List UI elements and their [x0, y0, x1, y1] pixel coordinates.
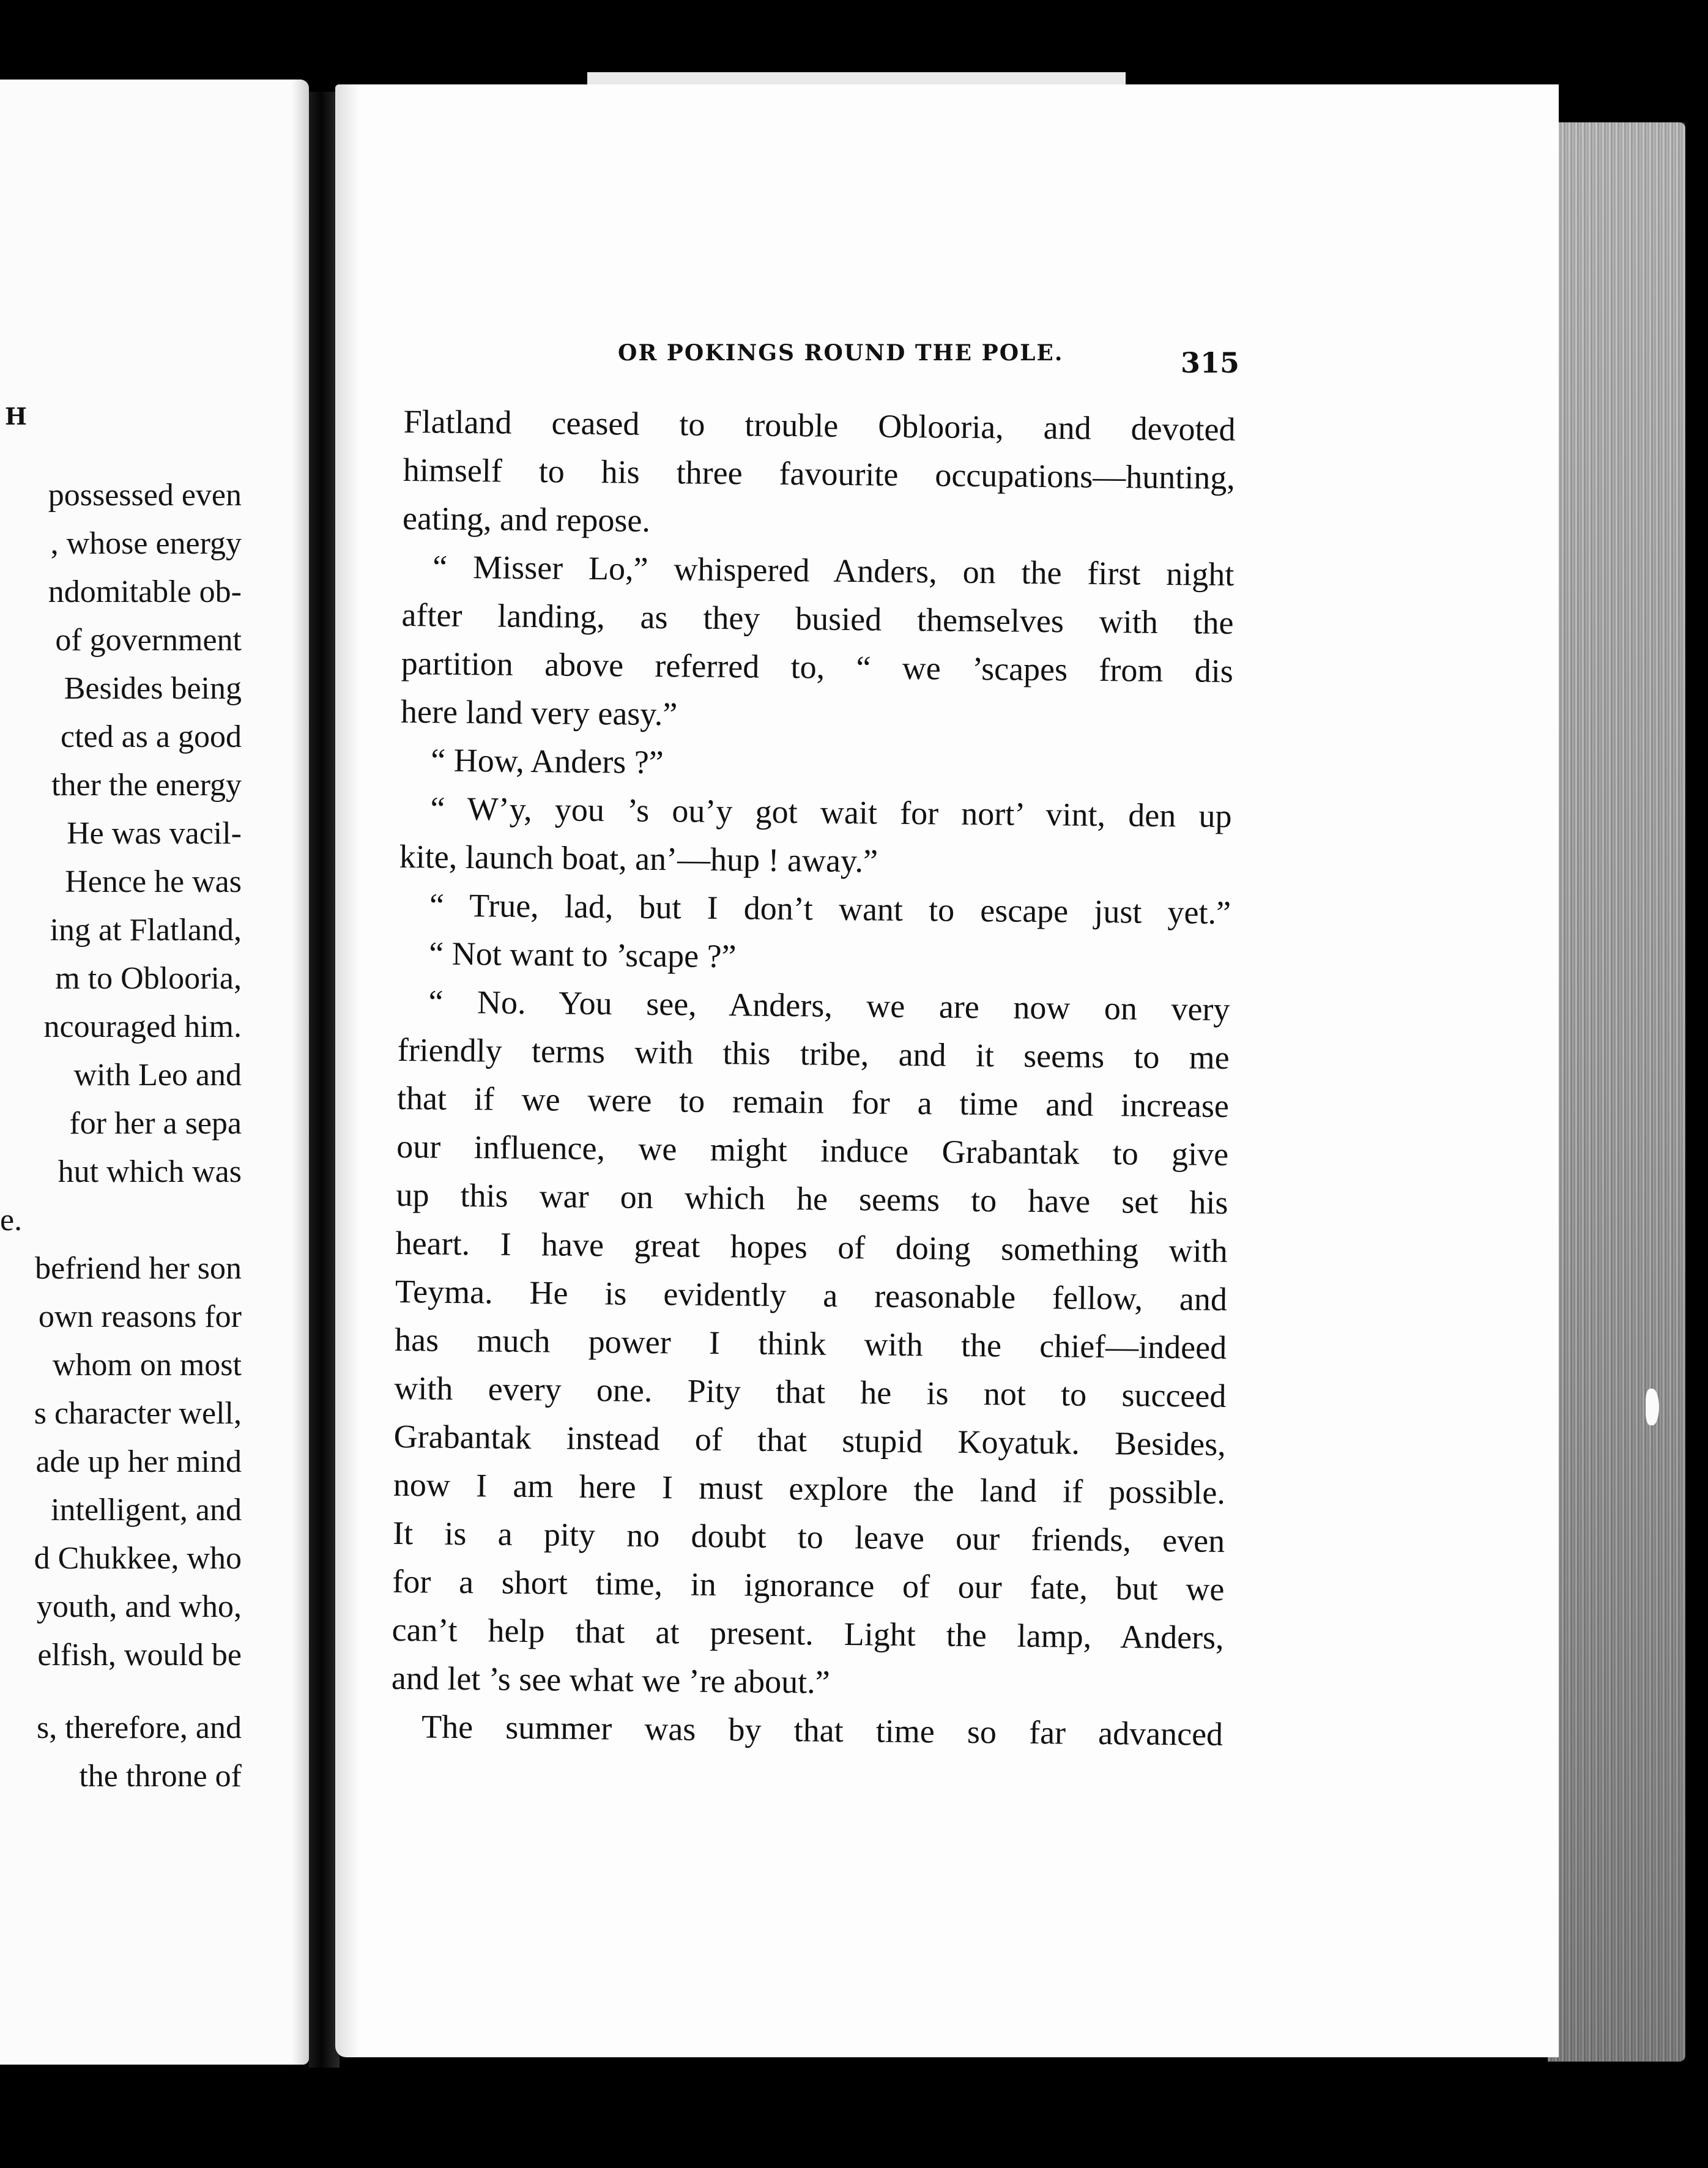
text-line: “ W’y, you ’s ou’y got wait for nort’ vint, den up: [430, 790, 1232, 835]
text-line: here land very easy.”: [400, 692, 678, 733]
text-line: kite, launch boat, an’—hup ! away.”: [399, 837, 878, 880]
edges-shading: [1548, 122, 1685, 2062]
text-line: “ Misser Lo,” whispered Anders, on the first night: [433, 548, 1235, 593]
left-line: d Chukkee, who: [34, 1541, 242, 1576]
text-line: our influence, we might induce Grabantak to give: [396, 1127, 1229, 1173]
left-line: s character well,: [34, 1396, 242, 1431]
left-page: [0, 80, 309, 2065]
left-line: cted as a good: [60, 719, 242, 754]
left-line: ncouraged him.: [43, 1009, 242, 1044]
text-line: It is a pity no doubt to leave our friends, even: [392, 1514, 1225, 1559]
left-line: , whose energy: [50, 526, 242, 561]
left-line: the throne of: [79, 1759, 242, 1794]
text-line: Grabantak instead of that stupid Koyatuk. Besides,: [393, 1417, 1226, 1463]
running-head: OR POKINGS ROUND THE POLE.: [618, 340, 1064, 366]
text-line: can’t help that at present. Light the lamp, Anders,: [392, 1611, 1224, 1656]
left-line: elfish, would be: [37, 1638, 242, 1672]
left-line: ndomitable ob-: [48, 574, 242, 609]
text-line: has much power I think with the chief—indeed: [394, 1321, 1227, 1366]
gutter-shadow: [292, 80, 309, 2065]
text-line: with every one. Pity that he is not to succeed: [394, 1369, 1227, 1414]
text-line: “ No. You see, Anders, we are now on very: [428, 983, 1230, 1028]
left-line: for her a sepa: [69, 1106, 242, 1141]
text-line: after landing, as they busied themselves with the: [401, 596, 1234, 642]
left-line: possessed even: [48, 478, 242, 513]
text-line: for a short time, in ignorance of our fate, but we: [392, 1562, 1225, 1608]
text-line: himself to his three favourite occupations—hunting,: [403, 451, 1236, 497]
left-line: ther the energy: [51, 768, 242, 803]
page-number: 315: [1181, 346, 1240, 379]
left-line: of government: [55, 623, 242, 658]
text-line: “ How, Anders ?”: [431, 741, 664, 781]
left-line: befriend her son: [35, 1251, 242, 1286]
text-line: and let ’s see what we ’re about.”: [391, 1659, 830, 1701]
text-line: Flatland ceased to trouble Oblooria, and devoted: [403, 403, 1236, 448]
text-line: The summer was by that time so far advanced: [421, 1708, 1223, 1753]
left-line: intelligent, and: [51, 1493, 242, 1528]
left-line: e.: [0, 1203, 23, 1238]
page-edges-stack: [1548, 122, 1685, 2062]
left-line: ade up her mind: [35, 1444, 242, 1479]
left-line: with Leo and: [73, 1058, 242, 1093]
left-line: Besides being: [64, 671, 242, 706]
left-line: ing at Flatland,: [50, 913, 242, 948]
left-line: whom on most: [52, 1348, 242, 1383]
right-page-text: [391, 398, 1236, 1759]
text-line: partition above referred to, “ we ’scapes from dis: [401, 644, 1234, 690]
text-line: up this war on which he seems to have set his: [396, 1176, 1228, 1221]
left-line: s, therefore, and: [37, 1710, 242, 1745]
text-line: eating, and repose.: [402, 499, 651, 539]
left-line: youth, and who,: [36, 1589, 242, 1624]
edge-tab: [1646, 1389, 1659, 1425]
text-line: “ Not want to ’scape ?”: [428, 935, 737, 975]
text-line: Teyma. He is evidently a reasonable fellow, and: [395, 1272, 1228, 1318]
left-page-text: [0, 471, 242, 1800]
text-line: friendly terms with this tribe, and it seems to me: [397, 1031, 1230, 1077]
paragraph-gap: [0, 1679, 242, 1704]
left-line: He was vacil-: [67, 816, 242, 851]
text-line: that if we were to remain for a time and increase: [396, 1079, 1230, 1125]
left-line: m to Oblooria,: [55, 961, 242, 996]
left-running-head: H: [5, 403, 27, 430]
left-line: Hence he was: [65, 864, 242, 899]
left-line: own reasons for: [38, 1299, 242, 1334]
text-line: now I am here I must explore the land if possible.: [393, 1466, 1226, 1511]
left-line: hut which was: [58, 1154, 242, 1189]
text-line: “ True, lad, but I don’t want to escape just yet.”: [429, 886, 1231, 932]
text-line: heart. I have great hopes of doing something with: [395, 1224, 1228, 1269]
